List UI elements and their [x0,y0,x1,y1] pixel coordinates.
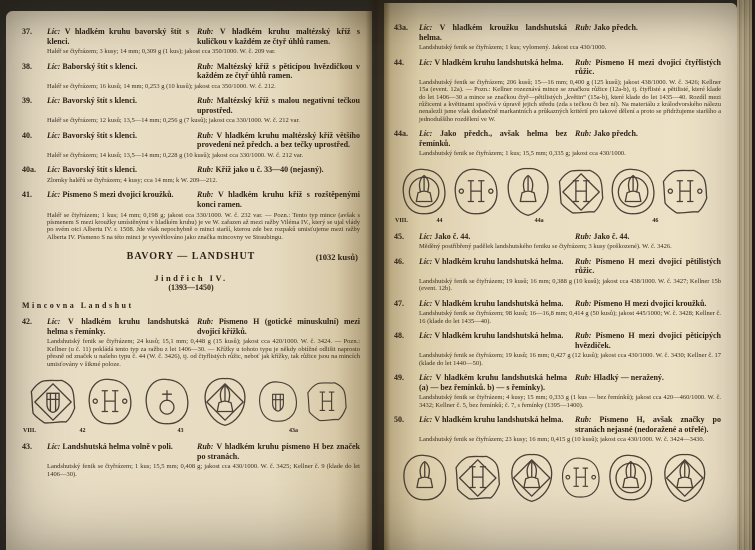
rub-label: Rub: [197,27,214,36]
coin-caption: 46 [652,217,659,224]
entry-number: 49. [394,373,404,383]
rub-text: Písmeno H (gotické minuskulní) mezi dvojicí křížků. [197,317,361,336]
rub-label: Rub: [197,317,214,327]
catalog-entry-38 [22,62,360,91]
rub-text: Písmeno H, avšak značky po stranách nejasné (nedoražené a otřelé). [575,415,722,434]
entry-number: 50. [394,415,404,425]
lic-text: V hladkém kruhu bavorský štít s klenci. [47,27,190,46]
rub-text: Hladký — neražený. [593,373,664,383]
catalog-entry-37 [22,27,360,56]
entry-number: 42. [22,317,32,327]
coin-caption: 44 [436,217,443,224]
rub-label: Rub: [575,298,592,308]
left-page [6,11,372,550]
rub-text: Písmeno H mezi dvojicí čtyřlistých růžic. [575,57,721,77]
entry-detail: Landshutský fenik se čtyřrázem; 19 kusů; 16 mm; 0,427 g (12 kusů); jakost cca 430/1000. W. č. 3430; Kellner č. 17 (klade do let 1440—50). [419,352,721,367]
lic-text: V hladkém kruhu landshutská helma s řemínky. [47,317,190,336]
catalog-entry-43a [394,23,721,52]
catalog-entry-50 [394,415,721,444]
lic-text: Bavorský štít s klenci. [62,130,137,140]
lic-text: Jako předch., avšak helma bez řemínků. [419,129,568,148]
entry-detail: Landshutský fenik se čtyřrázem; 23 kusy; 16 mm; 0,415 g (10 kusů); jakost cca 430/1000. W. č. 3424—3430. [419,436,705,444]
entry-number: 43. [22,442,32,451]
entry-detail: Landshutský fenik se čtyřrázem; 24 kusů; 15,1 mm; 0,448 g (15 kusů); jakost cca 420/1000. W. č. 3424. — Pozn.: Kellner (u č. 11) pokládá tento typ za ražbu z let 1406—30. — Křížky u tohoto typu je někdy obtížné odlišit naprosto přesně od značek u našeho typu č. 44 (W. č. 3426), tj. od čtyřlistých růžic, neboť jak křížky, tak růžice jsou na mincích umisťovány v šikmé poloze. [47,338,360,368]
right-page [384,3,737,550]
entry-number: 38. [22,61,32,71]
coin-illustration-letter-h-framed [451,452,504,504]
lic-text: Baborský štít s klenci. [62,61,138,71]
lic-text: Bavorský štít s klenci. [62,165,137,175]
rub-text: Maltézský kříž s pěticípou hvězdičkou v každém ze čtyř úhlů ramen. [197,61,361,81]
catalog-entry-40a [22,165,360,184]
catalog-entry-39 [22,96,360,125]
lic-label: Líc: [419,256,433,266]
rub-label: Rub: [575,57,592,67]
coin-illustration-shield-round [255,379,301,425]
entry-detail: Landshutský fenik se čtyřrázem; 98 kusů; 16—16,8 mm; 0,414 g (50 kusů); jakost 445/1000; W. č. 3428; Kellner č. 16 (klade do let 1435—40). [419,310,721,325]
rub-label: Rub: [575,373,592,383]
lic-text: V hladkém kruhu landshutská helma. [434,256,564,266]
rub-label: Rub: [575,256,592,266]
lic-label: Líc: [47,130,61,140]
lic-text: V hladkém kruhu landshutská helma. [434,57,564,67]
coin-illustration-helmet-ring [398,166,450,218]
plate-number: VIII. [23,428,36,434]
entry-detail: Landshutský fenik se čtyřrázem; 1 kus; 15,5 mm; 0,335 g; jakost cca 430/1000. [419,150,626,158]
rub-text: V hladkém kruhu písmeno H bez značek po stranách. [197,442,360,461]
entry-detail: Landshutský fenik se čtyřrázem; 4 kusy; 15 mm; 0,333 g (1 kus — bez řemínků); jakost cca 420—460/1000. W. č. 3432; Kellner č. 5, bez řemínků; č. 7, s řemínky (1395—1400). [419,394,721,409]
coin-caption: 44a [534,217,544,224]
catalog-entry-47 [394,299,721,325]
catalog-entry-42 [22,317,360,368]
coin-plate-row [22,374,360,428]
rub-label: Rub: [575,231,592,241]
entry-detail: Haléř se čtyřrázem; 14 kusů; 13,5—14 mm; 0,228 g (10 kusů); jakost cca 330/1000. W. č. 212 var. [47,151,304,159]
rub-label: Rub: [197,61,214,71]
lic-label: Líc: [47,190,61,200]
rub-text: Jako předch. [593,23,638,32]
rub-text: Maltézský kříž s malou negativní tečkou uprostřed. [197,96,361,115]
lic-label: Líc: [47,165,61,175]
entry-number: 41. [22,190,32,200]
page-edges [737,0,752,550]
rub-text: V hladkém kruhu maltézský kříž většího provedení než předch. a bez tečky uprostřed. [197,130,360,150]
coin-illustration-letter-h-rosettes [83,376,137,428]
entry-detail: Landshutský fenik se čtyřrázem; 19 kusů; 16 mm; 0,388 g (10 kusů); jakost cca 438/1000. W. č. 3427; Kellner 15b (event. 12b). [419,278,721,293]
entry-detail: Landshutský fenik se čtyřrázem; 1 kus; 15,5 mm; 0,408 g; jakost cca 430/1000. W. č. 3425; Kellner č. 9 (klade do let 1406—30). [47,463,360,478]
lic-text: Jako č. 44. [434,231,471,241]
catalog-entry-43 [22,442,360,478]
entry-number: 44. [394,57,404,67]
entry-number: 44a. [394,129,408,139]
ruler-dates: (1393—1450) [168,283,214,293]
coin-caption-row [394,218,721,229]
section-count: (1032 kusů) [315,252,358,263]
coin-illustration-letter-h-rosettes [450,166,502,218]
lic-text: V hladkém kruhu landshutská helma. [434,415,564,425]
lic-text: V hladkém kroužku landshutská helma. [419,23,568,42]
ruler-name: Jindřich IV. [154,273,228,284]
section-heading [22,251,360,310]
lic-label: Líc: [419,331,433,341]
catalog-entry-45 [394,232,721,251]
catalog-entry-46 [394,257,721,293]
entry-detail: Haléř se čtyřrázem; 1 kus; 14 mm; 0,198 g; jakost cca 330/1000. W. č. 232 var. — Pozn.: Tento typ mince (avšak s písmenem S mezi kroužky umístěnými v hladkém kruhu) je ve W. zařazen až mezi ražby Viléma IV., který se ujal vlády po svém otci Albertu IV. r. 1508. Jde však nepochybně o minci starší, kterou zde bez rozpaků umisťujeme mezi ražby Alberta IV. Písmeno S na této minci je vysvětlováno jako značka mincovny ve Straubingu. [47,211,360,241]
catalog-entry-44a [394,129,721,158]
entry-detail: Landshutský fenik se čtyřrázem; 206 kusů; 15—16 mm; 0,400 g (125 kusů); jakost 438/1000. W. č. 3426; Kellner 15a (event. 12a). — Pozn.: Kellner rozeznává mince se značkou růžice (12a-b), tj. čtyřlisté a pětilisté, které klade do let 1406—30 a mince se značkou čtyř—pětilistých „květin“ (15a-b), které klade do let 1435—40. Rozdíl mezi růžicemi a květinami spočívá v úpravě jejich středu (zda s tečkou či bez ní). Na materiálu z králodvorského nálezu nenalezli jsme však dodatečně markantních a průkazných kritérií pro takové dělení a proto se přidržujeme staršího a jednoduššího rozdělení ve W. [419,78,721,123]
catalog-entry-44 [394,58,721,124]
lic-label: Líc: [419,231,433,241]
lic-label: Líc: [419,57,433,67]
catalog-entry-48 [394,331,721,367]
lic-label: Líc: [47,61,61,71]
coin-illustration-helmet-diamond [505,452,558,504]
rub-label: Rub: [197,190,214,200]
lic-label: Líc: [419,298,433,308]
rub-text: Písmeno H mezi dvojicí pětilistých růžic. [575,256,721,276]
rub-text: Jako č. 44. [593,231,630,241]
coin-illustration-helmet-heart [502,166,554,218]
rub-text: Písmeno H mezi dvojicí pěticípých hvězdiček. [575,331,721,350]
entry-number: 43a. [394,23,408,32]
entry-number: 48. [394,331,404,341]
rub-label: Rub: [575,331,592,341]
coin-illustration-helmet-ring [607,166,659,218]
rub-text: Kříž jako u č. 33—40 (nejasný). [215,165,324,175]
entry-detail: Haléř se čtyřrázem; 3 kusy; 14 mm; 0,309 g (1 kus); jakost cca 350/1000. W. č. 209 var. [47,48,276,56]
coin-illustration-helmet-diamond [198,376,252,428]
section-title: BAVORY — LANDSHUT [126,251,256,263]
rub-label: Rub: [575,23,592,32]
coin-illustration-helmet-ring [604,452,657,504]
rub-label: Rub: [575,129,592,139]
rub-text: V hladkém kruhu kříž s rozštěpenými konci ramen. [197,190,360,209]
lic-label: Líc: [419,415,433,425]
lic-text: Bavorský štít s klenci. [62,96,137,106]
rub-label: Rub: [197,442,214,451]
catalog-entry-41 [22,190,360,241]
coin-illustration-orb-cross [140,376,194,428]
lic-label: Líc: [47,442,61,451]
lic-text: V hladkém kruhu landshutská helma. [434,298,564,308]
plate-number: VIII. [395,217,408,224]
entry-number: 46. [394,256,404,266]
coin-illustration-letter-h-rosettes-diamond [659,166,711,218]
rub-label: Rub: [197,130,214,140]
coin-caption-row [22,428,360,439]
coin-caption: 43a [289,428,299,434]
coin-illustration-helmet-round [398,452,451,504]
rub-text: Jako předch. [593,129,638,139]
rub-label: Rub: [575,415,592,425]
lic-label: Líc: [47,27,61,36]
entry-detail: Měděný postříbřený padělek landshutského feniku se čtyřrázem; 3 kusy (poškozené). W. č. 3426. [419,243,672,251]
lic-text: Landshutská helma volně v poli. [62,442,173,451]
catalog-entry-49 [394,373,721,409]
entry-number: 40a. [22,165,36,175]
coin-illustration-letter-h-framed [555,166,607,218]
coin-caption: 42 [79,428,86,434]
lic-text: Písmeno S mezi dvojicí kroužků. [62,190,174,200]
rub-label: Rub: [197,96,214,106]
entry-detail: Haléř se čtyřrázem; 16 kusů; 14 mm; 0,253 g (10 kusů); jakost cca 350/1000. W. č. 212. [47,82,276,90]
coin-illustration-shield-framed [26,376,80,428]
lic-label: Líc: [47,96,61,106]
entry-number: 39. [22,96,32,106]
lic-text: V hladkém kruhu landshutská helma (a) — bez řemínků. b) — s řemínky). [419,373,568,392]
entry-detail: Landshutský fenik se čtyřrázem; 1 kus; vylomený. Jakost cca 430/1000. [419,44,607,52]
rub-text: V hladkém kruhu maltézský kříž s kuličkou v každém ze čtyř úhlů ramen. [197,27,360,46]
lic-label: Líc: [419,23,433,32]
entry-detail: Haléř se čtyřrázem; 12 kusů; 13,5—14 mm; 0,256 g (7 kusů); jakost cca 330/1000. W. č. 212 var. [47,117,300,125]
entry-number: 40. [22,130,32,140]
lic-label: Líc: [47,317,61,327]
coin-plate-row-bottom [394,450,721,504]
coin-illustration-letter-h-rosettes [558,455,604,501]
entry-detail: Zlomky haléřů se čtyřrázem; 4 kusy; cca 14 mm; k W. 209—212. [47,176,218,184]
coin-illustration-letter-h [304,379,350,425]
mint-heading: Mincovna Landshut [22,301,134,311]
coin-caption: 43 [177,428,184,434]
coin-plate-row [394,164,721,218]
rub-label: Rub: [197,165,214,175]
entry-number: 45. [394,231,404,241]
entry-number: 37. [22,27,32,36]
lic-label: Líc: [419,129,433,139]
lic-text: V hladkém kruhu landshutská helma. [434,331,564,341]
entry-number: 47. [394,298,404,308]
rub-text: Písmeno H mezi dvojicí kroužků. [593,298,707,308]
coin-illustration-helmet-heart [658,452,711,504]
catalog-entry-40 [22,131,360,160]
lic-label: Líc: [419,373,433,383]
